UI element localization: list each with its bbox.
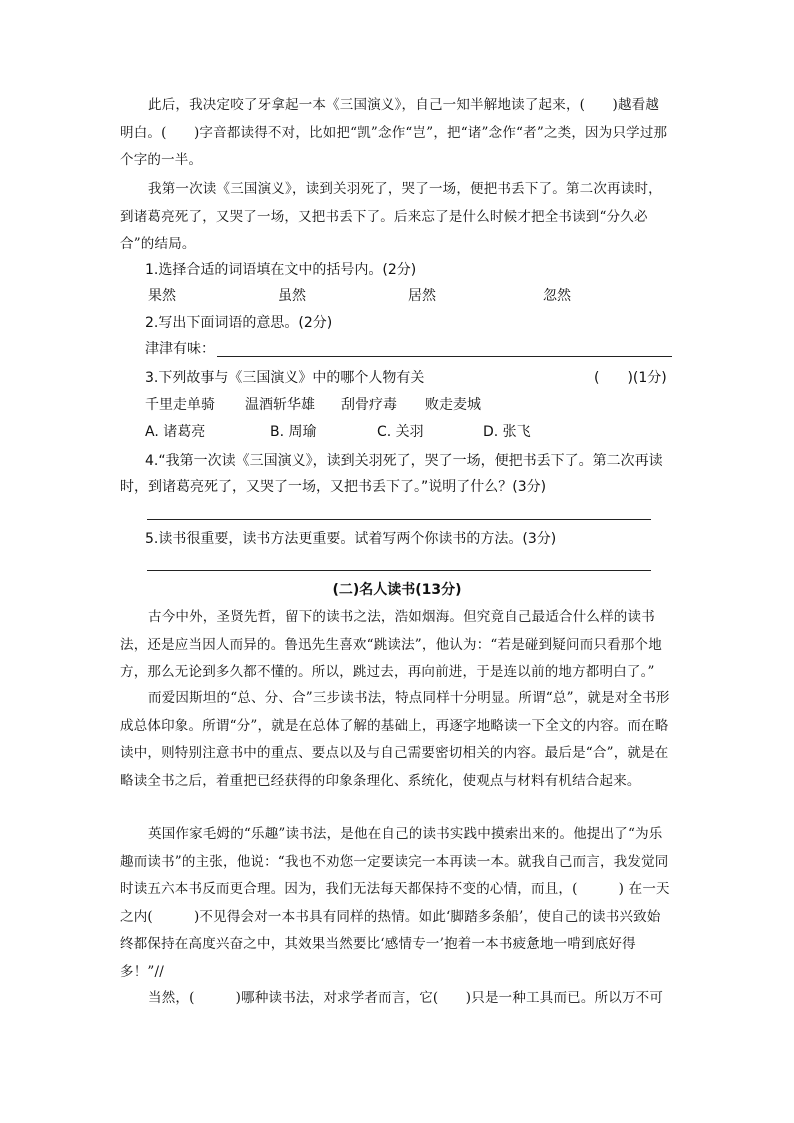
passage-paragraph: 英国作家毛姆的“乐趣”读书法，是他在自己的读书实践中摸索出来的。他提出了“为乐趣而读书”的主张，他说：“我也不劝您一定要读完一本再读一本。就我自己而言，我发觉同时读五六本书反而更合理。因为，我们无法每天都保持不变的心情，而且，( ) 在一天之内( )不见得会对一本书具有同样的热情。如此‘脚踏多条船’，使自己的读书兴致始终都保持在高度兴奋之中，其效果当然要比‘感情专一’抱着一本书疲惫地一啃到底好得多！”// xyxy=(120,826,670,980)
passage-paragraph: 当然，( )哪种读书法，对求学者而言，它( )只是一种工具而已。所以万不可 xyxy=(148,990,664,1006)
score-bracket: ( )(1分) xyxy=(594,370,667,386)
choice-option: D. 张飞 xyxy=(483,424,531,440)
story-item: 败走麦城 xyxy=(425,397,481,413)
choice-option: A. 诸葛亮 xyxy=(145,424,206,440)
answer-line[interactable] xyxy=(147,519,651,520)
question-4-line1: 4.“我第一次读《三国演义》，读到关羽死了，哭了一场，便把书丢下了。第二次再读 xyxy=(145,453,663,469)
passage-paragraph: 此后，我决定咬了牙拿起一本《三国演义》，自己一知半解地读了起来，( )越看越明白。( )字音都读得不对，比如把“凯”念作“岂”，把“诸”念作“者”之类，因为只学过那个字的一半。 xyxy=(120,97,668,168)
section-title: (二)名人读书(13分) xyxy=(332,582,462,598)
answer-line[interactable] xyxy=(147,570,651,571)
word-option: 虽然 xyxy=(278,288,306,304)
question-5: 5.读书很重要，读书方法更重要。试着写两个你读书的方法。(3分) xyxy=(145,531,557,547)
passage-paragraph: 而爱因斯坦的“总、分、合”三步读书法，特点同样十分明显。所谓“总”，就是对全书形成总体印象。所谓“分”，就是在总体了解的基础上，再逐字地略读一下全文的内容。而在略读中，则特别注意书中的重点、要点以及与自己需要密切相关的内容。最后是“合”，就是在略读全书之后，着重把已经获得的印象条理化、系统化，使观点与材料有机结合起来。 xyxy=(120,690,670,789)
story-item: 温酒斩华雄 xyxy=(245,397,315,413)
term-label: 津津有味： xyxy=(145,341,215,357)
question-3: 3.下列故事与《三国演义》中的哪个人物有关 xyxy=(145,370,425,386)
story-item: 刮骨疗毒 xyxy=(341,397,397,413)
story-item: 千里走单骑 xyxy=(145,397,215,413)
word-option: 忽然 xyxy=(543,288,571,304)
word-option: 果然 xyxy=(148,288,176,304)
question-4-line2: 时，到诸葛亮死了，又哭了一场，又把书丢下了。”说明了什么？(3分) xyxy=(120,479,547,495)
choice-option: C. 关羽 xyxy=(377,424,424,440)
word-option: 居然 xyxy=(408,288,436,304)
passage-paragraph: 我第一次读《三国演义》，读到关羽死了，哭了一场，便把书丢下了。第二次再读时，到诸葛亮死了，又哭了一场，又把书丢下了。后来忘了是什么时候才把全书读到“分久必合”的结局。 xyxy=(120,181,662,252)
choice-option: B. 周瑜 xyxy=(270,424,317,440)
passage-paragraph: 古今中外，圣贤先哲，留下的读书之法，浩如烟海。但究竟自己最适合什么样的读书法，还是应当因人而异的。鲁迅先生喜欢“跳读法”，他认为：“若是碰到疑问而只看那个地方，那么无论到多久都不懂的。所以，跳过去，再向前进，于是连以前的地方都明白了。” xyxy=(120,609,662,680)
answer-line[interactable] xyxy=(217,356,672,357)
question-1: 1.选择合适的词语填在文中的括号内。(2分) xyxy=(145,262,417,278)
question-2: 2.写出下面词语的意思。(2分) xyxy=(145,315,333,331)
